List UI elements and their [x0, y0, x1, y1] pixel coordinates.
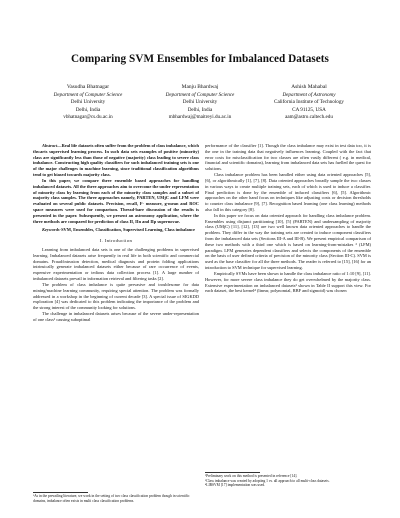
author-org: Delhi University	[70, 99, 106, 106]
author-block-1	[28, 84, 148, 122]
abstract-paragraph-1	[33, 143, 199, 178]
right-paragraph-4: Empirically SVMs have been shown to handle the class imbalance ratio of 1:10 [9], [11]. However, for more severe class imbalance they do get overwhelmed by the majority class. Extensive experimentation on imbalanced datasets³ shown in Table II support this view. For each dataset, the best kernel⁴ (linear, polynomial, RBF and sigmoid) was chosen	[205, 270, 371, 294]
author-org: Delhi University	[182, 99, 218, 106]
footnote-right-3: ⁴LIBSVM [17] implementation was used.	[205, 483, 266, 488]
author-email: mbhardwaj@maitreyi.du.ac.in	[168, 114, 232, 121]
author-email: aam@astro.caltech.edu	[285, 114, 333, 121]
keywords-lead: Keywords-	[42, 227, 62, 233]
footnote-right-2: ³Class imbalance was created by adopting 1 vs. all approach to all multi-class datasets.	[205, 478, 330, 483]
right-paragraph-1: performance of the classifier [1]. Though the class imbalance may exist in test data too, it is the one in the training data that negatively influences learning. Coupled with the fact that error costs for misclassification for two classes are often vastly different ( e.g. in medical, financial and scientific domains), learning from imbalanced data sets has fuelled the quest for solutions.	[205, 143, 371, 172]
intro-paragraph-3: The challenge in imbalanced datasets arises because of the severe under-representation of one class¹ causing suboptimal	[33, 310, 199, 322]
intro-paragraph-2: The problem of class imbalance is quite pervasive and troublesome for data mining/machine learning community, requiring special attention. The problem was formally addressed in a workshop in the beginning of current decade [3]. A special issue of SIGKDD exploration [4] was dedicated to this problem indicating the importance of the problem and the strong interest of the community looking for solutions.	[33, 281, 199, 311]
author-name: Vasudha Bhatnagar	[66, 84, 110, 90]
section-heading: I. Introduction	[99, 238, 133, 244]
author-dept: Department of Computer Science	[53, 91, 123, 98]
abstract-lead: Abstract—	[42, 143, 62, 148]
author-dept: Department of Astronomy	[282, 91, 336, 98]
author-dept: Department of Computer Science	[165, 91, 235, 98]
footnotes-right	[205, 474, 371, 488]
abstract-text: Real life datasets often suffer from the problem of class imbalance, which thwarts supervised learning process. In such data sets examples of positive (minority) class are significantly less than those of negative (majority) class leading to severe class imbalance. Constructing high quality classifiers for such imbalanced training sets is one of the major challenges in machine learning, since traditional classification algorithms tend to get biased towards majority class.	[33, 143, 199, 178]
author-name: Ashish Mahabal	[291, 84, 327, 90]
intro-paragraph-1: Learning from imbalanced data sets is one of the challenging problems in supervised learning. Imbalanced datasets arise frequently in real life in both scientific and commercial domains. Fraud/intrusion detection, medical diagnosis and protein folding applications intrinsically generate imbalanced datasets either because of rare occurrence of events, expensive experimentation or tedious data collection process [1]. A large number of imbalanced datasets prevail in information retrieval and filtering tasks [2].	[33, 247, 199, 282]
author-org: California Institute of Technology	[274, 99, 344, 106]
left-column	[33, 143, 199, 323]
footnote-rule-right	[205, 472, 260, 473]
keywords-text: SVM, Ensembles, Classification, Supervised Learning, Class imbalance	[61, 227, 196, 233]
paper-title: Comparing SVM Ensembles for Imbalanced Datasets	[71, 53, 329, 65]
right-paragraph-2: Class imbalance problem has been handled either using data oriented approaches [5], [6], or algorithmically [1], [7], [8]. Data oriented approaches broadly sample the two classes in various ways to create multiple training sets, each of which is used to induce a classifier. Final prediction is done by the ensemble of induced classifiers [6], [5]. Algorithmic approaches on the other hand focus on techniques like adjusting costs or decision thresholds to counter class imbalance [9], [7]. Recognition based learning (one class learning) methods also fall in this category [8].	[205, 172, 371, 212]
right-paragraph-3: In this paper we focus on data oriented approach for handling class imbalance problem. Ensembles using disjunct partitioning [10], [5] (PARTEN) and undersampling of majority class (UMjC) [11], [12], [13] are two well known data oriented approaches to handle the problem. They differ in the way the training sets are created to induce component classifiers from the imbalanced data sets (Sections III-A and III-B). We present empirical comparison of these two methods with a third one which is based on learning-from-mistakes ² (LFM) paradigm. LFM generates dependent classifiers and selects the components of the ensemble on the basis of user defined criteria of precision of the minority class (Section III-C). SVM is used as the base classifier for all the three methods. The reader is referred to [15], [16] for an introduction to SVM technique for supervised learning.	[205, 212, 371, 271]
author-email: vbhatnagar@cs.du.ac.in	[63, 114, 113, 121]
author-city: Delhi, India	[75, 106, 101, 113]
author-block-2	[140, 84, 260, 122]
author-city: CA 91125, USA	[292, 106, 326, 113]
author-name: Manju Bhardwaj	[181, 84, 219, 90]
abstract-paragraph-2: In this paper, we compare three ensemble based approaches for handling imbalanced datasets. All the three approaches aim to overcome the under representation of minority class by learning from each of the minority class samples and a subset of majority class samples. The three approaches namely, PARTEN, UMjC and LFM were evaluated on several public datasets. Precision, recall, F- measure, g-mean and ROC space measures were used for comparison. Thread-bare discussion of the results is presented in the paper. Subsequently, we present an astronomy application, where the three methods are compared for prediction of class II, IIn and IIp supernovae.	[33, 177, 199, 224]
footnote-rule-left	[33, 492, 88, 493]
keywords-paragraph	[33, 227, 199, 233]
right-column	[205, 143, 371, 294]
footnote-right-1: ²Preliminary work on this method is presented in reference [14].	[205, 474, 298, 478]
footnote-left: ¹As in the prevailing literature, we work in the setting of two class classification problem though in scientific domains, imbalance often exists in multi class classification problems.	[33, 494, 190, 503]
author-block-3	[249, 84, 369, 122]
author-city: Delhi, India	[187, 106, 213, 113]
